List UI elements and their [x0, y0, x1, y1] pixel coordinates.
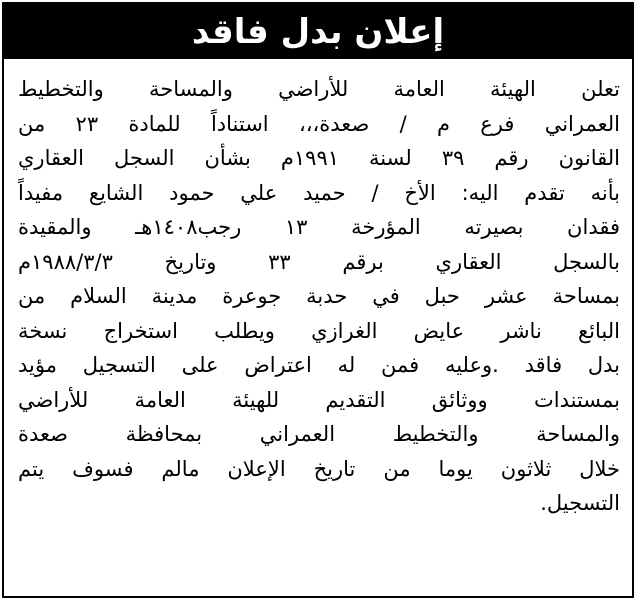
notice-box — [2, 2, 634, 598]
body-line: تعلن الهيئة العامة للأراضي والمساحة والتخطيط — [18, 77, 620, 101]
notice-body — [18, 72, 620, 521]
body-line: فقدان بصيرته المؤرخة ١٣ رجب١٤٠٨هـ والمقيدة — [18, 215, 620, 239]
body-line: والمساحة والتخطيط العمراني بمحافظة صعدة — [18, 422, 620, 446]
body-line: خلال ثلاثون يوما من تاريخ الإعلان مالم فسوف يتم — [18, 456, 620, 481]
notice-title: إعلان بدل فاقد — [191, 11, 445, 52]
body-line: القانون رقم ٣٩ لسنة ١٩٩١م بشأن السجل العقاري — [18, 146, 620, 170]
body-line: بأنه تقدم اليه: الأخ / حميد علي حمود الشايع مفيداً — [18, 180, 620, 205]
body-line: بدل فاقد .وعليه فمن له اعتراض على التسجيل مؤيد — [18, 353, 620, 377]
body-line: بالسجل العقاري برقم ٣٣ وتاريخ ١٩٨٨/٣/٣م — [18, 249, 620, 274]
notice-header — [4, 4, 632, 59]
body-line: بمستندات ووثائق التقديم للهيئة العامة للأراضي — [18, 387, 620, 412]
body-line: البائع ناشر عايض الغرازي ويطلب استخراج نسخة — [18, 318, 620, 343]
body-line: بمساحة عشر حبل في حدبة جوعرة مدينة السلام من — [18, 284, 620, 308]
body-line: العمراني فرع م / صعدة،،، استناداً للمادة ٢٣ من — [18, 111, 620, 136]
body-line: التسجيل. — [540, 491, 620, 515]
